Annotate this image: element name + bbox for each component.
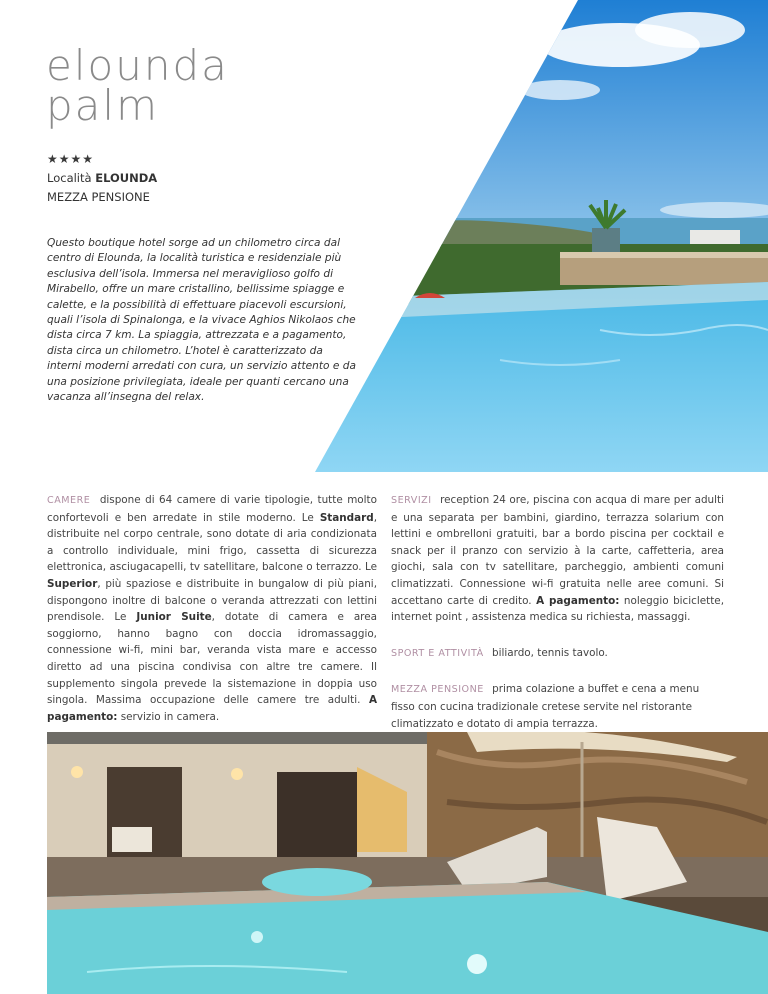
bottom-pool-image	[47, 732, 768, 994]
rooms-paid-label: A pagamento:	[47, 694, 377, 723]
location-prefix: Località	[47, 171, 92, 185]
sport-text: biliardo, tennis tavolo.	[492, 646, 608, 659]
section-head-mezza: MEZZA PENSIONE	[391, 684, 484, 696]
hotel-name-line2: palm	[46, 81, 159, 130]
location-line	[47, 171, 157, 185]
rooms-standard: Standard	[319, 511, 374, 524]
rooms-column	[47, 492, 377, 725]
section-head-servizi: SERVIZI	[391, 495, 432, 506]
board-type: MEZZA PENSIONE	[47, 190, 150, 204]
rooms-text-4: , dotate di camera e area soggiorno, hanno bagno con doccia idromassaggio, connessione wi-fi, mini bar, veranda vista mare e accesso diretto ad una piscina condivisa con altre tre camere. Il supplemento singola prevede la sistemazione in doppia uso singola. Massima occupazione delle camere tre adulti.	[47, 611, 377, 707]
location-name: ELOUNDA	[95, 171, 158, 185]
rooms-junior-suite: Junior Suite	[136, 611, 212, 624]
halfboard-paragraph	[391, 681, 724, 732]
rooms-text-3: , più spaziose e distribuite in bungalow di più piani, dispongono inoltre di balcone o veranda attrezzati con lettini prendisole. Le	[47, 577, 377, 624]
rooms-text-2: , distribuite nel corpo centrale, sono dotate di aria condizionata a controllo individuale, mini frigo, cassetta di sicurezza elettronica, asciugacapelli, tv satellitare, balcone o terrazzo. Le	[47, 511, 377, 574]
hotel-name-line1: elounda	[46, 41, 229, 90]
sport-paragraph	[391, 645, 724, 663]
section-head-sport: SPORT E ATTIVITÀ	[391, 647, 484, 659]
intro-paragraph: Questo boutique hotel sorge ad un chilometro circa dal centro di Elounda, la località turistica e residenziale più esclusiva dell’isola. Immersa nel meraviglioso golfo di Mirabello, offre un mare cristallino, bellissime spiagge e calette, e la possibilità di effettuare piacevoli escursioni, quali l’isola di Spinalonga, e la vivace Aghios Nikolaos che dista circa 7 km. La spiaggia, attrezzata e a pagamento, dista circa un chilometro. L’hotel è caratterizzato da interni moderni arredati con cura, un servizio attento e da una posizione privilegiata, ideale per quanti cercano una vacanza all’insegna del relax.	[47, 237, 356, 404]
services-text-2: noleggio biciclette, internet point , assistenza medica su richiesta, massaggi.	[391, 594, 724, 624]
services-text-1: reception 24 ore, piscina con acqua di mare per adulti e una separata per bambini, giardino, terrazza solarium con lettini e ombrelloni gratuiti, bar a bordo piscina per cocktail e snack per il pranzo con servizio à la carte, caffetteria, area giochi, sala con tv satellitare, parcheggio, ambienti comuni climatizzati. Connessione wi-fi gratuita nelle aree comuni. Si accettano carte di credito.	[391, 494, 724, 607]
services-paragraph	[391, 492, 724, 626]
rooms-superior: Superior	[47, 577, 98, 590]
rooms-text-1: dispone di 64 camere di varie tipologie, tutte molto confortevoli e ben arredate in stile moderno. Le	[47, 494, 377, 524]
rooms-text-5: servizio in camera.	[120, 710, 220, 723]
star-rating: ★★★★	[47, 152, 95, 166]
services-paid-label: A pagamento:	[536, 594, 620, 607]
hotel-name	[46, 41, 229, 130]
section-head-camere: CAMERE	[47, 495, 91, 506]
halfboard-text: prima colazione a buffet e cena a menu fisso con cucina tradizionale cretese servite nel ristorante climatizzato e dotato di ampia terrazza.	[391, 683, 700, 730]
rooms-paragraph	[47, 492, 377, 725]
services-column	[391, 492, 724, 732]
